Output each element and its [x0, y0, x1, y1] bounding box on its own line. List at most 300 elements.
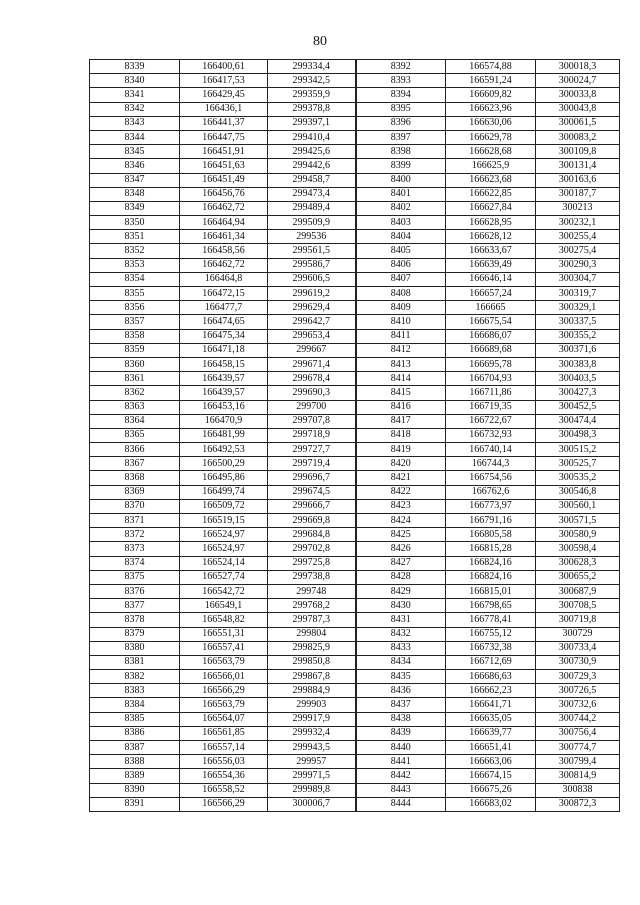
y-coordinate-cell: 299684,8: [268, 528, 356, 542]
y-coordinate-cell: 300018,3: [536, 60, 620, 74]
x-coordinate-cell: 166492,53: [180, 443, 268, 457]
y-coordinate-cell: 299917,9: [268, 712, 356, 726]
x-coordinate-cell: 166563,79: [180, 655, 268, 669]
y-coordinate-cell: 299719,4: [268, 457, 356, 471]
point-number-cell: 8435: [356, 670, 446, 684]
table-row: [90, 797, 620, 811]
point-number-cell: 8429: [356, 584, 446, 598]
y-coordinate-cell: 300535,2: [536, 471, 620, 485]
point-number-cell: 8421: [356, 471, 446, 485]
y-coordinate-cell: 299825,9: [268, 641, 356, 655]
point-number-cell: 8417: [356, 414, 446, 428]
x-coordinate-cell: 166574,88: [446, 60, 536, 74]
y-coordinate-cell: 300109,8: [536, 145, 620, 159]
x-coordinate-cell: 166824,16: [446, 556, 536, 570]
y-coordinate-cell: 299700: [268, 400, 356, 414]
x-coordinate-cell: 166441,37: [180, 116, 268, 130]
point-number-cell: 8361: [90, 372, 180, 386]
y-coordinate-cell: 299727,7: [268, 443, 356, 457]
point-number-cell: 8381: [90, 655, 180, 669]
point-number-cell: 8340: [90, 74, 180, 88]
point-number-cell: 8393: [356, 74, 446, 88]
table-row: [90, 457, 620, 471]
point-number-cell: 8413: [356, 357, 446, 371]
x-coordinate-cell: 166778,41: [446, 613, 536, 627]
y-coordinate-cell: 299718,9: [268, 428, 356, 442]
y-coordinate-cell: 300131,4: [536, 159, 620, 173]
x-coordinate-cell: 166711,86: [446, 386, 536, 400]
table-row: [90, 159, 620, 173]
y-coordinate-cell: 299702,8: [268, 542, 356, 556]
y-coordinate-cell: 299378,8: [268, 102, 356, 116]
table-row: [90, 613, 620, 627]
point-number-cell: 8339: [90, 60, 180, 74]
table-row: [90, 584, 620, 598]
page-number: 80: [313, 34, 327, 49]
y-coordinate-cell: 300628,3: [536, 556, 620, 570]
table-row: [90, 357, 620, 371]
y-coordinate-cell: 299606,5: [268, 272, 356, 286]
y-coordinate-cell: 300319,7: [536, 287, 620, 301]
y-coordinate-cell: 299334,4: [268, 60, 356, 74]
y-coordinate-cell: 300403,5: [536, 372, 620, 386]
point-number-cell: 8395: [356, 102, 446, 116]
x-coordinate-cell: 166462,72: [180, 258, 268, 272]
y-coordinate-cell: 300337,5: [536, 315, 620, 329]
table-row: [90, 244, 620, 258]
y-coordinate-cell: 299725,8: [268, 556, 356, 570]
point-number-cell: 8383: [90, 684, 180, 698]
x-coordinate-cell: 166462,72: [180, 201, 268, 215]
point-number-cell: 8370: [90, 499, 180, 513]
point-number-cell: 8379: [90, 627, 180, 641]
table-row: [90, 386, 620, 400]
point-number-cell: 8377: [90, 599, 180, 613]
table-row: [90, 60, 620, 74]
x-coordinate-cell: 166464,8: [180, 272, 268, 286]
point-number-cell: 8358: [90, 329, 180, 343]
y-coordinate-cell: 299669,8: [268, 514, 356, 528]
y-coordinate-cell: 300726,5: [536, 684, 620, 698]
y-coordinate-cell: 300774,7: [536, 741, 620, 755]
y-coordinate-cell: 299671,4: [268, 357, 356, 371]
y-coordinate-cell: 299903: [268, 698, 356, 712]
point-number-cell: 8343: [90, 116, 180, 130]
x-coordinate-cell: 166563,79: [180, 698, 268, 712]
y-coordinate-cell: 299653,4: [268, 329, 356, 343]
table-row: [90, 272, 620, 286]
y-coordinate-cell: 299619,2: [268, 287, 356, 301]
x-coordinate-cell: 166566,01: [180, 670, 268, 684]
x-coordinate-cell: 166495,86: [180, 471, 268, 485]
table-row: [90, 741, 620, 755]
x-coordinate-cell: 166686,63: [446, 670, 536, 684]
y-coordinate-cell: 300580,9: [536, 528, 620, 542]
point-number-cell: 8403: [356, 216, 446, 230]
y-coordinate-cell: 300255,4: [536, 230, 620, 244]
y-coordinate-cell: 299674,5: [268, 485, 356, 499]
y-coordinate-cell: 300371,6: [536, 343, 620, 357]
x-coordinate-cell: 166651,41: [446, 741, 536, 755]
y-coordinate-cell: 299586,7: [268, 258, 356, 272]
point-number-cell: 8433: [356, 641, 446, 655]
y-coordinate-cell: 300043,8: [536, 102, 620, 116]
table-row: [90, 187, 620, 201]
table-row: [90, 641, 620, 655]
point-number-cell: 8388: [90, 755, 180, 769]
point-number-cell: 8344: [90, 130, 180, 144]
y-coordinate-cell: 300498,3: [536, 428, 620, 442]
y-coordinate-cell: 299787,3: [268, 613, 356, 627]
table-row: [90, 88, 620, 102]
table-row: [90, 414, 620, 428]
y-coordinate-cell: 300838: [536, 783, 620, 797]
y-coordinate-cell: 300452,5: [536, 400, 620, 414]
x-coordinate-cell: 166719,35: [446, 400, 536, 414]
point-number-cell: 8391: [90, 797, 180, 811]
x-coordinate-cell: 166527,74: [180, 570, 268, 584]
point-number-cell: 8440: [356, 741, 446, 755]
y-coordinate-cell: 300655,2: [536, 570, 620, 584]
point-number-cell: 8359: [90, 343, 180, 357]
table-row: [90, 173, 620, 187]
y-coordinate-cell: 300515,2: [536, 443, 620, 457]
point-number-cell: 8355: [90, 287, 180, 301]
table-row: [90, 428, 620, 442]
y-coordinate-cell: 299397,1: [268, 116, 356, 130]
y-coordinate-cell: 300732,6: [536, 698, 620, 712]
table-row: [90, 400, 620, 414]
table-row: [90, 655, 620, 669]
y-coordinate-cell: 299359,9: [268, 88, 356, 102]
y-coordinate-cell: 299473,4: [268, 187, 356, 201]
y-coordinate-cell: 300546,8: [536, 485, 620, 499]
y-coordinate-cell: 300083,2: [536, 130, 620, 144]
point-number-cell: 8378: [90, 613, 180, 627]
y-coordinate-cell: 299804: [268, 627, 356, 641]
point-number-cell: 8348: [90, 187, 180, 201]
table-row: [90, 485, 620, 499]
x-coordinate-cell: 166628,95: [446, 216, 536, 230]
table-row: [90, 627, 620, 641]
x-coordinate-cell: 166686,07: [446, 329, 536, 343]
y-coordinate-cell: 300163,6: [536, 173, 620, 187]
table-row: [90, 599, 620, 613]
point-number-cell: 8354: [90, 272, 180, 286]
point-number-cell: 8410: [356, 315, 446, 329]
table-row: [90, 145, 620, 159]
y-coordinate-cell: 300733,4: [536, 641, 620, 655]
y-coordinate-cell: 300213: [536, 201, 620, 215]
point-number-cell: 8432: [356, 627, 446, 641]
table-row: [90, 471, 620, 485]
y-coordinate-cell: 299971,5: [268, 769, 356, 783]
point-number-cell: 8365: [90, 428, 180, 442]
y-coordinate-cell: 299561,5: [268, 244, 356, 258]
x-coordinate-cell: 166439,57: [180, 372, 268, 386]
x-coordinate-cell: 166519,15: [180, 514, 268, 528]
table-row: [90, 287, 620, 301]
x-coordinate-cell: 166451,91: [180, 145, 268, 159]
x-coordinate-cell: 166635,05: [446, 712, 536, 726]
table-row: [90, 315, 620, 329]
x-coordinate-cell: 166712,69: [446, 655, 536, 669]
y-coordinate-cell: 299442,6: [268, 159, 356, 173]
x-coordinate-cell: 166663,06: [446, 755, 536, 769]
point-number-cell: 8434: [356, 655, 446, 669]
point-number-cell: 8438: [356, 712, 446, 726]
y-coordinate-cell: 300024,7: [536, 74, 620, 88]
x-coordinate-cell: 166500,29: [180, 457, 268, 471]
point-number-cell: 8409: [356, 301, 446, 315]
point-number-cell: 8428: [356, 570, 446, 584]
point-number-cell: 8376: [90, 584, 180, 598]
y-coordinate-cell: 300719,8: [536, 613, 620, 627]
y-coordinate-cell: 300744,2: [536, 712, 620, 726]
y-coordinate-cell: 299696,7: [268, 471, 356, 485]
point-number-cell: 8426: [356, 542, 446, 556]
x-coordinate-cell: 166453,16: [180, 400, 268, 414]
table-row: [90, 726, 620, 740]
y-coordinate-cell: 300383,8: [536, 357, 620, 371]
x-coordinate-cell: 166657,24: [446, 287, 536, 301]
point-number-cell: 8363: [90, 400, 180, 414]
y-coordinate-cell: 299850,8: [268, 655, 356, 669]
table-row: [90, 130, 620, 144]
x-coordinate-cell: 166630,06: [446, 116, 536, 130]
y-coordinate-cell: 300525,7: [536, 457, 620, 471]
point-number-cell: 8396: [356, 116, 446, 130]
x-coordinate-cell: 166524,97: [180, 528, 268, 542]
x-coordinate-cell: 166558,52: [180, 783, 268, 797]
y-coordinate-cell: 299342,5: [268, 74, 356, 88]
x-coordinate-cell: 166625,9: [446, 159, 536, 173]
point-number-cell: 8415: [356, 386, 446, 400]
y-coordinate-cell: 300729,3: [536, 670, 620, 684]
point-number-cell: 8367: [90, 457, 180, 471]
table-row: [90, 258, 620, 272]
y-coordinate-cell: 300232,1: [536, 216, 620, 230]
x-coordinate-cell: 166566,29: [180, 684, 268, 698]
table-row: [90, 443, 620, 457]
x-coordinate-cell: 166740,14: [446, 443, 536, 457]
table-row: [90, 216, 620, 230]
x-coordinate-cell: 166815,01: [446, 584, 536, 598]
x-coordinate-cell: 166481,99: [180, 428, 268, 442]
point-number-cell: 8364: [90, 414, 180, 428]
point-number-cell: 8387: [90, 741, 180, 755]
x-coordinate-cell: 166400,61: [180, 60, 268, 74]
x-coordinate-cell: 166805,58: [446, 528, 536, 542]
y-coordinate-cell: 299642,7: [268, 315, 356, 329]
y-coordinate-cell: 299738,8: [268, 570, 356, 584]
point-number-cell: 8418: [356, 428, 446, 442]
x-coordinate-cell: 166451,49: [180, 173, 268, 187]
x-coordinate-cell: 166475,34: [180, 329, 268, 343]
table-row: [90, 230, 620, 244]
y-coordinate-cell: 300329,1: [536, 301, 620, 315]
y-coordinate-cell: 300006,7: [268, 797, 356, 811]
y-coordinate-cell: 299943,5: [268, 741, 356, 755]
x-coordinate-cell: 166470,9: [180, 414, 268, 428]
point-number-cell: 8350: [90, 216, 180, 230]
y-coordinate-cell: 300560,1: [536, 499, 620, 513]
y-coordinate-cell: 299425,6: [268, 145, 356, 159]
point-number-cell: 8372: [90, 528, 180, 542]
x-coordinate-cell: 166704,93: [446, 372, 536, 386]
x-coordinate-cell: 166824,16: [446, 570, 536, 584]
point-number-cell: 8407: [356, 272, 446, 286]
point-number-cell: 8402: [356, 201, 446, 215]
y-coordinate-cell: 300474,4: [536, 414, 620, 428]
x-coordinate-cell: 166447,75: [180, 130, 268, 144]
y-coordinate-cell: 300304,7: [536, 272, 620, 286]
point-number-cell: 8389: [90, 769, 180, 783]
x-coordinate-cell: 166561,85: [180, 726, 268, 740]
y-coordinate-cell: 300872,3: [536, 797, 620, 811]
x-coordinate-cell: 166623,96: [446, 102, 536, 116]
y-coordinate-cell: 299989,8: [268, 783, 356, 797]
x-coordinate-cell: 166474,65: [180, 315, 268, 329]
y-coordinate-cell: 300730,9: [536, 655, 620, 669]
point-number-cell: 8347: [90, 173, 180, 187]
x-coordinate-cell: 166609,82: [446, 88, 536, 102]
x-coordinate-cell: 166639,49: [446, 258, 536, 272]
y-coordinate-cell: 299957: [268, 755, 356, 769]
x-coordinate-cell: 166662,23: [446, 684, 536, 698]
point-number-cell: 8430: [356, 599, 446, 613]
x-coordinate-cell: 166509,72: [180, 499, 268, 513]
point-number-cell: 8345: [90, 145, 180, 159]
x-coordinate-cell: 166524,97: [180, 542, 268, 556]
y-coordinate-cell: 299867,8: [268, 670, 356, 684]
y-coordinate-cell: 300756,4: [536, 726, 620, 740]
y-coordinate-cell: 300687,9: [536, 584, 620, 598]
point-number-cell: 8439: [356, 726, 446, 740]
y-coordinate-cell: 299509,9: [268, 216, 356, 230]
table-row: [90, 329, 620, 343]
table-row: [90, 556, 620, 570]
coordinates-table: [89, 59, 620, 812]
point-number-cell: 8405: [356, 244, 446, 258]
y-coordinate-cell: 299707,8: [268, 414, 356, 428]
point-number-cell: 8427: [356, 556, 446, 570]
x-coordinate-cell: 166471,18: [180, 343, 268, 357]
y-coordinate-cell: 300033,8: [536, 88, 620, 102]
x-coordinate-cell: 166554,36: [180, 769, 268, 783]
x-coordinate-cell: 166622,85: [446, 187, 536, 201]
x-coordinate-cell: 166591,24: [446, 74, 536, 88]
point-number-cell: 8392: [356, 60, 446, 74]
point-number-cell: 8368: [90, 471, 180, 485]
x-coordinate-cell: 166732,38: [446, 641, 536, 655]
x-coordinate-cell: 166557,41: [180, 641, 268, 655]
point-number-cell: 8419: [356, 443, 446, 457]
x-coordinate-cell: 166461,34: [180, 230, 268, 244]
point-number-cell: 8385: [90, 712, 180, 726]
point-number-cell: 8380: [90, 641, 180, 655]
point-number-cell: 8423: [356, 499, 446, 513]
x-coordinate-cell: 166472,15: [180, 287, 268, 301]
x-coordinate-cell: 166674,15: [446, 769, 536, 783]
table-row: [90, 116, 620, 130]
table-row: [90, 528, 620, 542]
x-coordinate-cell: 166451,63: [180, 159, 268, 173]
y-coordinate-cell: 300061,5: [536, 116, 620, 130]
table-row: [90, 514, 620, 528]
point-number-cell: 8399: [356, 159, 446, 173]
point-number-cell: 8442: [356, 769, 446, 783]
x-coordinate-cell: 166744,3: [446, 457, 536, 471]
y-coordinate-cell: 299410,4: [268, 130, 356, 144]
point-number-cell: 8412: [356, 343, 446, 357]
y-coordinate-cell: 300814,9: [536, 769, 620, 783]
x-coordinate-cell: 166641,71: [446, 698, 536, 712]
y-coordinate-cell: 299690,3: [268, 386, 356, 400]
y-coordinate-cell: 300275,4: [536, 244, 620, 258]
x-coordinate-cell: 166549,1: [180, 599, 268, 613]
x-coordinate-cell: 166458,56: [180, 244, 268, 258]
point-number-cell: 8390: [90, 783, 180, 797]
point-number-cell: 8431: [356, 613, 446, 627]
table-row: [90, 499, 620, 513]
y-coordinate-cell: 299667: [268, 343, 356, 357]
point-number-cell: 8420: [356, 457, 446, 471]
point-number-cell: 8357: [90, 315, 180, 329]
point-number-cell: 8341: [90, 88, 180, 102]
y-coordinate-cell: 300799,4: [536, 755, 620, 769]
x-coordinate-cell: 166623,68: [446, 173, 536, 187]
y-coordinate-cell: 299629,4: [268, 301, 356, 315]
point-number-cell: 8398: [356, 145, 446, 159]
x-coordinate-cell: 166417,53: [180, 74, 268, 88]
x-coordinate-cell: 166458,15: [180, 357, 268, 371]
point-number-cell: 8425: [356, 528, 446, 542]
point-number-cell: 8384: [90, 698, 180, 712]
point-number-cell: 8351: [90, 230, 180, 244]
x-coordinate-cell: 166429,45: [180, 88, 268, 102]
x-coordinate-cell: 166627,84: [446, 201, 536, 215]
x-coordinate-cell: 166628,12: [446, 230, 536, 244]
x-coordinate-cell: 166675,26: [446, 783, 536, 797]
y-coordinate-cell: 300708,5: [536, 599, 620, 613]
x-coordinate-cell: 166689,68: [446, 343, 536, 357]
x-coordinate-cell: 166754,56: [446, 471, 536, 485]
point-number-cell: 8371: [90, 514, 180, 528]
point-number-cell: 8441: [356, 755, 446, 769]
point-number-cell: 8400: [356, 173, 446, 187]
x-coordinate-cell: 166477,7: [180, 301, 268, 315]
table-row: [90, 74, 620, 88]
y-coordinate-cell: 300187,7: [536, 187, 620, 201]
point-number-cell: 8422: [356, 485, 446, 499]
x-coordinate-cell: 166551,31: [180, 627, 268, 641]
y-coordinate-cell: 299458,7: [268, 173, 356, 187]
y-coordinate-cell: 300355,2: [536, 329, 620, 343]
x-coordinate-cell: 166628,68: [446, 145, 536, 159]
x-coordinate-cell: 166665: [446, 301, 536, 315]
x-coordinate-cell: 166646,14: [446, 272, 536, 286]
point-number-cell: 8437: [356, 698, 446, 712]
x-coordinate-cell: 166629,78: [446, 130, 536, 144]
x-coordinate-cell: 166633,67: [446, 244, 536, 258]
x-coordinate-cell: 166548,82: [180, 613, 268, 627]
point-number-cell: 8373: [90, 542, 180, 556]
table-row: [90, 684, 620, 698]
point-number-cell: 8411: [356, 329, 446, 343]
table-row: [90, 698, 620, 712]
y-coordinate-cell: 299536: [268, 230, 356, 244]
